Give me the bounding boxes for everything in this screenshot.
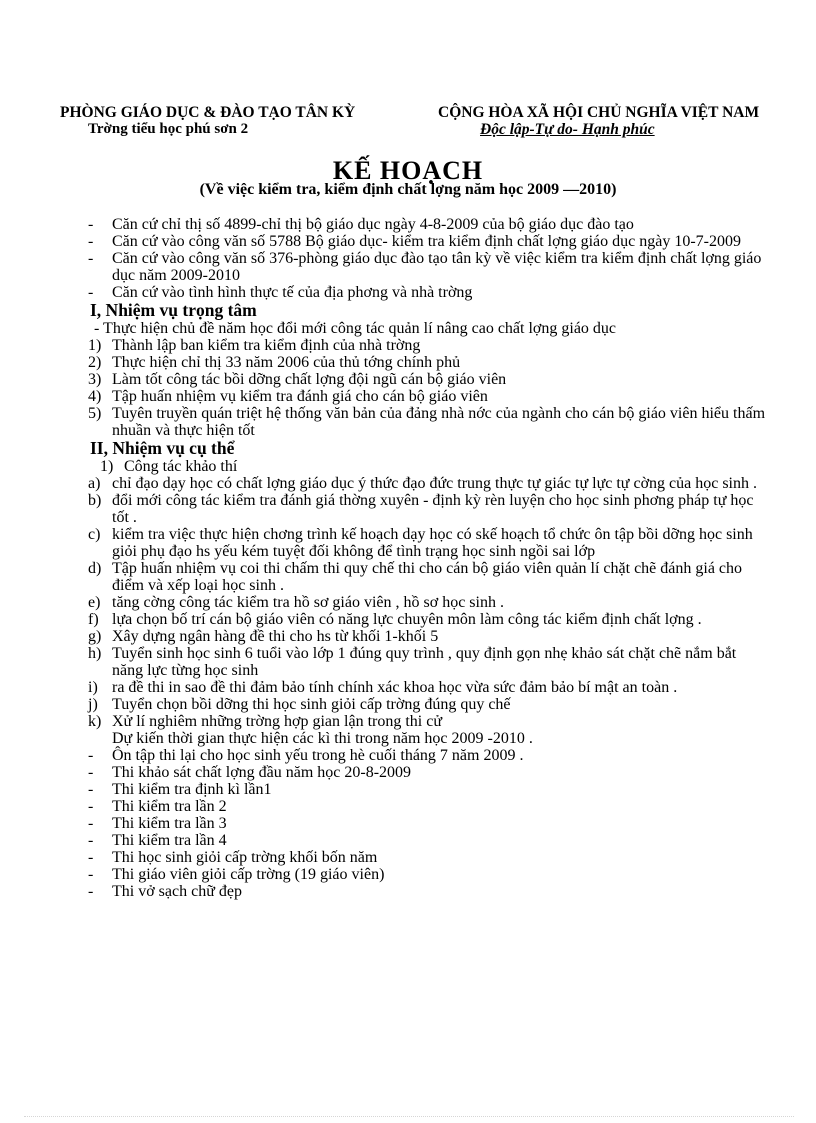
list-item [88,866,768,883]
list-text: Thi khảo sát chất lợng đầu năm học 20-8-2009 [112,764,412,781]
list-text: Thi giáo viên giỏi cấp trờng (19 giáo viên) [112,866,385,883]
list-marker: d) [88,560,102,577]
list-text: Ôn tập thi lại cho học sinh yếu trong hè cuối tháng 7 năm 2009 . [112,747,524,764]
list-marker: 2) [88,354,102,371]
list-marker: 3) [88,371,102,388]
list-item [88,815,768,832]
list-item [88,764,768,781]
schedule-intro: Dự kiến thời gian thực hiện các kì thi trong năm học 2009 -2010 . [112,730,533,747]
list-marker: b) [88,492,102,509]
list-item [88,475,768,492]
section-2-list [88,475,768,730]
list-item [88,849,768,866]
list-item [88,594,768,611]
list-marker: 1) [100,458,114,475]
list-marker: - [88,233,94,250]
section-2-subheading [88,458,768,475]
list-marker: - [88,216,94,233]
doc-title: KẾ HOẠCH [332,156,484,185]
list-item [88,388,768,405]
list-marker: f) [88,611,99,628]
list-text: đổi mới công tác kiểm tra đánh giá thờng xuyên - định kỳ rèn luyện cho học sinh phơng pháp tự học tốt . [112,492,754,526]
list-marker: - [88,883,94,900]
list-marker: e) [88,594,101,611]
list-text: Thực hiện chỉ thị 33 năm 2006 của thủ tớng chính phủ [112,354,461,371]
list-text: Xử lí nghiêm những trờng hợp gian lận trong thi cử [112,713,443,730]
list-marker: j) [88,696,98,713]
list-item [88,645,768,679]
section-1-list [88,337,768,439]
list-text: Căn cứ vào công văn số 5788 Bộ giáo dục- kiểm tra kiểm định chất lợng giáo dục ngày 10-7-2009 [112,233,741,250]
section-1-heading: I, Nhiệm vụ trọng tâm [90,300,257,320]
list-item [88,250,768,284]
list-marker: - [88,284,94,301]
list-item [88,781,768,798]
list-text: Tập huấn nhiệm vụ coi thi chấm thi quy chế thi cho cán bộ giáo viên quản lí chặt chẽ đánh giá cho điểm và xếp loại học sinh . [112,560,743,594]
list-marker: - [88,781,94,798]
list-text: Thành lập ban kiểm tra kiểm định của nhà trờng [112,337,421,354]
list-text: Làm tốt công tác bồi dỡng chất lợng đội ngũ cán bộ giáo viên [112,371,507,388]
list-text: ra đề thi in sao đề thi đảm bảo tính chính xác khoa học vừa sức đảm bảo bí mật an toàn . [112,679,678,696]
list-marker: - [88,250,94,267]
list-text: Thi kiểm tra lần 3 [112,815,227,832]
list-marker: - [88,849,94,866]
list-item [88,354,768,371]
list-item [88,679,768,696]
list-item [88,284,768,301]
list-text: Tuyên truyền quán triệt hệ thống văn bản của đảng nhà nớc của ngành cho cán bộ giáo viên hiểu thấm nhuần và thực hiện tốt [112,405,766,439]
list-text: Thi học sinh giỏi cấp trờng khối bốn năm [112,849,378,866]
list-marker: - [88,764,94,781]
org-header [60,104,400,138]
schedule-intro-row [88,730,768,747]
list-item [88,611,768,628]
list-marker: 1) [88,337,102,354]
list-item [88,526,768,560]
list-item [88,560,768,594]
list-item [88,798,768,815]
list-marker: - [88,832,94,849]
list-marker: - [88,866,94,883]
nation-motto: Độc lập-Tự do- Hạnh phúc [480,121,655,138]
nation-name: CỘNG HÒA XÃ HỘI CHỦ NGHĨA VIỆT NAM [438,104,760,121]
list-item [88,405,768,439]
list-item [88,337,768,354]
list-item [88,371,768,388]
list-text: tăng cờng công tác kiểm tra hồ sơ giáo viên , hồ sơ học sinh . [112,594,504,611]
list-item [88,832,768,849]
list-marker: k) [88,713,102,730]
list-item [88,628,768,645]
list-marker: 5) [88,405,102,422]
list-text: Tuyển sinh học sinh 6 tuổi vào lớp 1 đúng quy trình , quy định gọn nhẹ khảo sát chặt chẽ nắm bắt năng lực từng học sinh [112,645,737,679]
list-marker: - [88,815,94,832]
list-marker: 4) [88,388,102,405]
list-marker: - [88,747,94,764]
list-text: kiểm tra việc thực hiện chơng trình kế hoạch dạy học có skế hoạch tổ chức ôn tập bồi dỡng học sinh giỏi phụ đạo hs yếu kém tuyệt đối không để tình trạng học sinh ngồi sai lớp [112,526,753,560]
list-marker: a) [88,475,101,492]
list-item [88,492,768,526]
list-item [88,216,768,233]
school-name: Trờng tiểu học phú sơn 2 [88,121,249,137]
doc-subtitle: (Về việc kiểm tra, kiểm định chất lợng năm học 2009 —2010) [199,181,617,198]
list-text: Tuyển chọn bồi dỡng thi học sinh giỏi cấp trờng đúng quy chế [112,696,511,713]
section-1-intro: - Thực hiện chủ đề năm học đổi mới công tác quản lí nâng cao chất lợng giáo dục [94,320,617,337]
list-text: Thi kiểm tra định kì lần1 [112,781,272,798]
list-item [88,883,768,900]
list-marker: c) [88,526,101,543]
list-item [88,696,768,713]
list-text: Căn cứ vào tình hình thực tế của địa phơng và nhà trờng [112,284,473,301]
list-item [88,747,768,764]
preamble-list [88,216,768,301]
list-item [88,233,768,250]
doc-body [88,216,768,900]
list-marker: g) [88,628,102,645]
schedule-list [88,747,768,900]
list-text: Xây dựng ngân hàng đề thi cho hs từ khối 1-khối 5 [112,628,439,645]
list-marker: h) [88,645,102,662]
list-text: chỉ đạo dạy học có chất lợng giáo dục ý thức đạo đức trung thực tự giác tự lực tự cờng của học sinh . [112,475,757,492]
list-text: Tập huấn nhiệm vụ kiểm tra đánh giá cho cán bộ giáo viên [112,388,488,405]
list-text: Công tác khảo thí [124,458,238,475]
nation-header [438,104,808,138]
list-text: Thi kiểm tra lần 4 [112,832,227,849]
page-bottom-divider [24,1116,794,1117]
list-text: Thi vở sạch chữ đẹp [112,883,242,900]
list-marker: i) [88,679,98,696]
list-text: Thi kiểm tra lần 2 [112,798,227,815]
list-marker: - [88,798,94,815]
list-item [88,713,768,730]
section-2-heading: II, Nhiệm vụ cụ thể [90,438,235,458]
org-name: PHÒNG GIÁO DỤC & ĐÀO TẠO TÂN KỲ [60,104,356,121]
list-text: Căn cứ vào công văn số 376-phòng giáo dục đào tạo tân kỳ về việc kiểm tra kiểm định chất lợng giáo dục năm 2009-2010 [112,250,762,284]
list-text: Căn cứ chỉ thị số 4899-chỉ thị bộ giáo dục ngày 4-8-2009 của bộ giáo dục đào tạo [112,216,634,233]
list-text: lựa chọn bố trí cán bộ giáo viên có năng lực chuyên môn làm công tác kiểm định chất lợng . [112,611,702,628]
